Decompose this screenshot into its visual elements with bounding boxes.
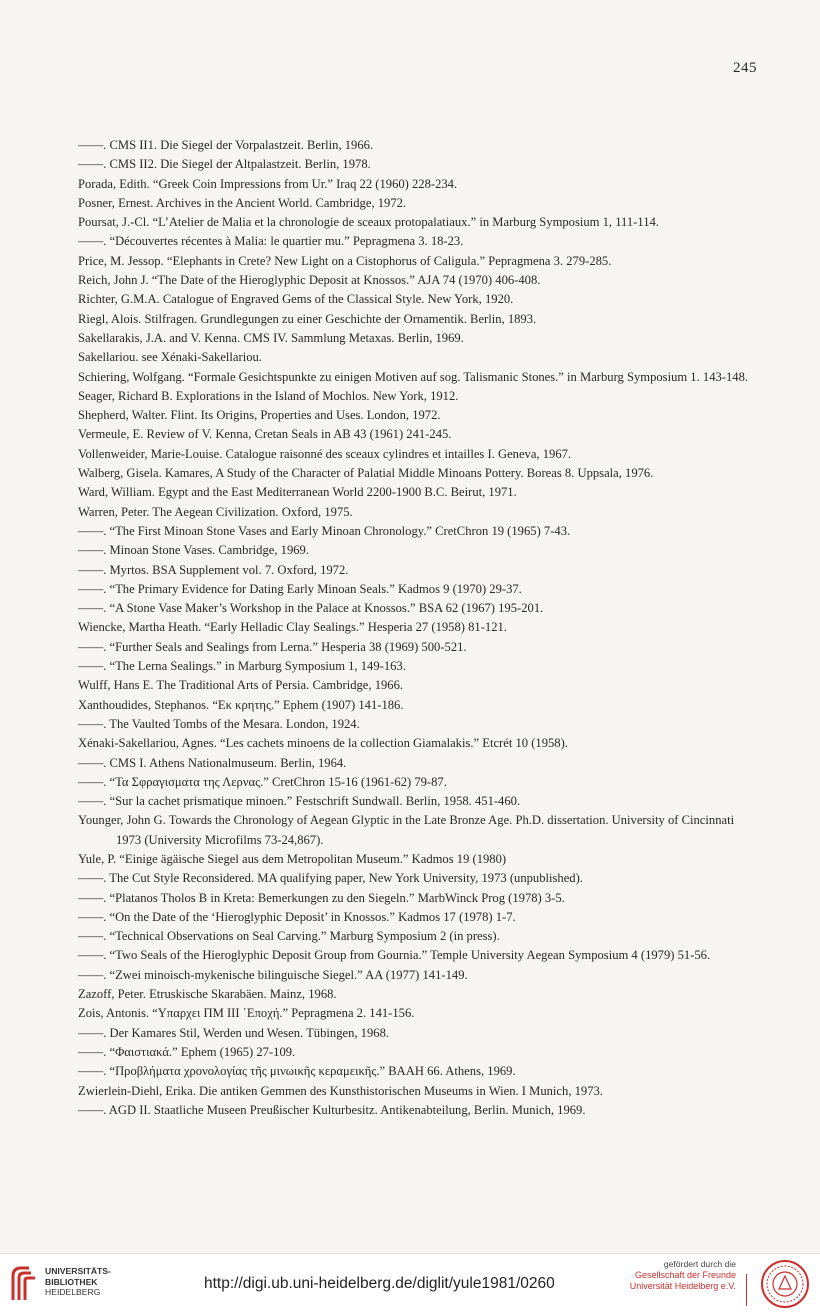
page-number: 245 (733, 60, 757, 76)
university-library-logo-icon (9, 1264, 39, 1304)
bibliography-entry: Sakellarakis, J.A. and V. Kenna. CMS IV. Sammlung Metaxas. Berlin, 1969. (78, 330, 464, 345)
bibliography-entry: Wulff, Hans E. The Traditional Arts of Persia. Cambridge, 1966. (78, 678, 404, 693)
bibliography-entry: ——. AGD II. Staatliche Museen Preußischer Kulturbesitz. Antikenabteilung, Berlin. Munich, 1969. (78, 1102, 586, 1117)
bibliography-entry: Wiencke, Martha Heath. “Early Helladic Clay Sealings.” Hesperia 27 (1958) 81-121. (78, 620, 507, 635)
bibliography-entry: Posner, Ernest. Archives in the Ancient World. Cambridge, 1972. (78, 195, 407, 210)
bibliography-entry: ——. “Φαιστιακά.” Ephem (1965) 27-109. (78, 1044, 296, 1059)
bibliography-entry: ——. CMS II2. Die Siegel der Altpalastzeit. Berlin, 1978. (78, 157, 371, 172)
bibliography-entry: Warren, Peter. The Aegean Civilization. Oxford, 1975. (78, 504, 353, 519)
bibliography-entry: Ward, William. Egypt and the East Mediterranean World 2200-1900 B.C. Beirut, 1971. (78, 485, 517, 500)
bibliography-entry: Zois, Antonis. “Υπαρχει ΠΜ ΙΙΙ ᾿Εποχή.” Pepragmena 2. 141-156. (78, 1006, 415, 1021)
bibliography-entry: ——. CMS II1. Die Siegel der Vorpalastzeit. Berlin, 1966. (78, 138, 374, 152)
bibliography-entry: ——. “Further Seals and Sealings from Lerna.” Hesperia 38 (1969) 500-521. (78, 639, 467, 654)
bibliography-entry: Vollenweider, Marie-Louise. Catalogue raisonné des sceaux cylindres et intailles I. Geneva, 1967. (78, 446, 572, 461)
bibliography-entry: Price, M. Jessop. “Elephants in Crete? New Light on a Cistophorus of Caligula.” Pepragmena 3. 279-285. (78, 253, 612, 268)
bibliography-entry: Zwierlein-Diehl, Erika. Die antiken Gemmen des Kunsthistorischen Museums in Wien. I Munich, 1973. (78, 1083, 603, 1098)
bibliography-entry: Younger, John G. Towards the Chronology of Aegean Glyptic in the Late Bronze Age. Ph.D. dissertation. University of Cincinnati 1973 (University Microfilms 73-24,867). (78, 813, 735, 847)
bibliography-entry: Schiering, Wolfgang. “Formale Gesichtspunkte zu einigen Motiven auf sog. Talismanic Stones.” in Marburg Symposium 1. 143-148. (78, 369, 749, 384)
sponsor-line1: Gesellschaft der Freunde (634, 1270, 736, 1280)
library-name-line2: BIBLIOTHEK (45, 1276, 98, 1287)
bibliography-entry: ——. CMS I. Athens Nationalmuseum. Berlin, 1964. (78, 755, 347, 770)
sponsor-line2: Universität Heidelberg e.V. (629, 1281, 736, 1291)
bibliography-entry: Riegl, Alois. Stilfragen. Grundlegungen zu einer Geschichte der Ornamentik. Berlin, 1893. (78, 311, 537, 326)
footer-divider (746, 1274, 747, 1306)
university-seal-icon (760, 1259, 810, 1309)
bibliography-entry: Xénaki-Sakellariou, Agnes. “Les cachets minoens de la collection Giamalakis.” Etcrét 10 (1958). (78, 736, 568, 751)
bibliography-entry: ——. “On the Date of the ‘Hieroglyphic Deposit’ in Knossos.” Kadmos 17 (1978) 1-7. (78, 909, 516, 924)
bibliography-entry: ——. “Τα Σφραγισματα της Λερνας.” CretChron 15-16 (1961-62) 79-87. (78, 774, 447, 789)
bibliography-entry: ——. “Zwei minoisch-mykenische bilinguische Siegel.” AA (1977) 141-149. (78, 967, 468, 982)
bibliography-entry: ——. “Platanos Tholos B in Kreta: Bemerkungen zu den Siegeln.” MarbWinck Prog (1978) 3-5. (78, 890, 565, 905)
bibliography-entry: Walberg, Gisela. Kamares, A Study of the Character of Palatial Middle Minoans Pottery. Boreas 8. Uppsala, 1976. (78, 466, 654, 481)
sponsor-intro: gefördert durch die (663, 1259, 736, 1269)
bibliography-entry: ——. Der Kamares Stil, Werden und Wesen. Tübingen, 1968. (78, 1025, 390, 1040)
bibliography-entry: Porada, Edith. “Greek Coin Impressions from Ur.” Iraq 22 (1960) 228-234. (78, 176, 458, 191)
bibliography (78, 136, 758, 1120)
bibliography-entry: ——. “The Lerna Sealings.” in Marburg Symposium 1, 149-163. (78, 659, 406, 674)
bibliography-entry: ——. Myrtos. BSA Supplement vol. 7. Oxford, 1972. (78, 562, 349, 577)
bibliography-entry: ——. “Technical Observations on Seal Carving.” Marburg Symposium 2 (in press). (78, 929, 500, 944)
bibliography-entry: Reich, John J. “The Date of the Hieroglyphic Deposit at Knossos.” AJA 74 (1970) 406-408. (78, 273, 541, 288)
bibliography-entry: Yule, P. “Einige ägäische Siegel aus dem Metropolitan Museum.” Kadmos 19 (1980) (78, 851, 507, 866)
bibliography-entry: ——. “Προβλήματα χρονολογίας τῆς μινωικῆς κεραμεικῆς.” BAAH 66. Athens, 1969. (78, 1064, 516, 1079)
bibliography-entry: Shepherd, Walter. Flint. Its Origins, Properties and Uses. London, 1972. (78, 408, 441, 423)
bibliography-entry: Xanthoudides, Stephanos. “Εκ κρητης.” Ephem (1907) 141-186. (78, 697, 404, 712)
bibliography-entry: ——. “Two Seals of the Hieroglyphic Deposit Group from Gournia.” Temple University Aegean Symposium 4 (1979) 51-56. (78, 948, 711, 963)
bibliography-entry: Richter, G.M.A. Catalogue of Engraved Gems of the Classical Style. New York, 1920. (78, 292, 514, 307)
viewer-footer (0, 1253, 820, 1314)
library-name-line3: HEIDELBERG (45, 1287, 101, 1297)
bibliography-entry: Seager, Richard B. Explorations in the Island of Mochlos. New York, 1912. (78, 388, 459, 403)
bibliography-entry: Poursat, J.-Cl. “L’Atelier de Malia et la chronologie de sceaux protopalatiaux.” in Marburg Symposium 1, 111-114. (78, 215, 659, 230)
bibliography-entry: ——. The Vaulted Tombs of the Mesara. London, 1924. (78, 716, 360, 731)
bibliography-entry: Zazoff, Peter. Etruskische Skarabäen. Mainz, 1968. (78, 987, 337, 1002)
library-name-line1: UNIVERSITÄTS- (45, 1266, 111, 1276)
bibliography-entry: ——. “A Stone Vase Maker’s Workshop in the Palace at Knossos.” BSA 62 (1967) 195-201. (78, 601, 544, 616)
bibliography-entry: Vermeule, E. Review of V. Kenna, Cretan Seals in AB 43 (1961) 241-245. (78, 427, 452, 442)
library-name (45, 1266, 111, 1298)
bibliography-entry: ——. “Sur la cachet prismatique minoen.” Festschrift Sundwall. Berlin, 1958. 451-460. (78, 794, 521, 809)
bibliography-entry: ——. “The Primary Evidence for Dating Early Minoan Seals.” Kadmos 9 (1970) 29-37. (78, 581, 522, 596)
bibliography-entry: ——. The Cut Style Reconsidered. MA qualifying paper, New York University, 1973 (unpublished). (78, 871, 583, 886)
bibliography-entry: ——. Minoan Stone Vases. Cambridge, 1969. (78, 543, 309, 558)
sponsor-credit (630, 1258, 736, 1292)
bibliography-entry: ——. “Découvertes récentes à Malia: le quartier mu.” Pepragmena 3. 18-23. (78, 234, 464, 249)
bibliography-entry: Sakellariou. see Xénaki-Sakellariou. (78, 350, 262, 365)
bibliography-entry: ——. “The First Minoan Stone Vases and Early Minoan Chronology.” CretChron 19 (1965) 7-43. (78, 523, 571, 538)
permalink-url[interactable]: http://digi.ub.uni-heidelberg.de/diglit/yule1981/0260 (204, 1275, 555, 1292)
